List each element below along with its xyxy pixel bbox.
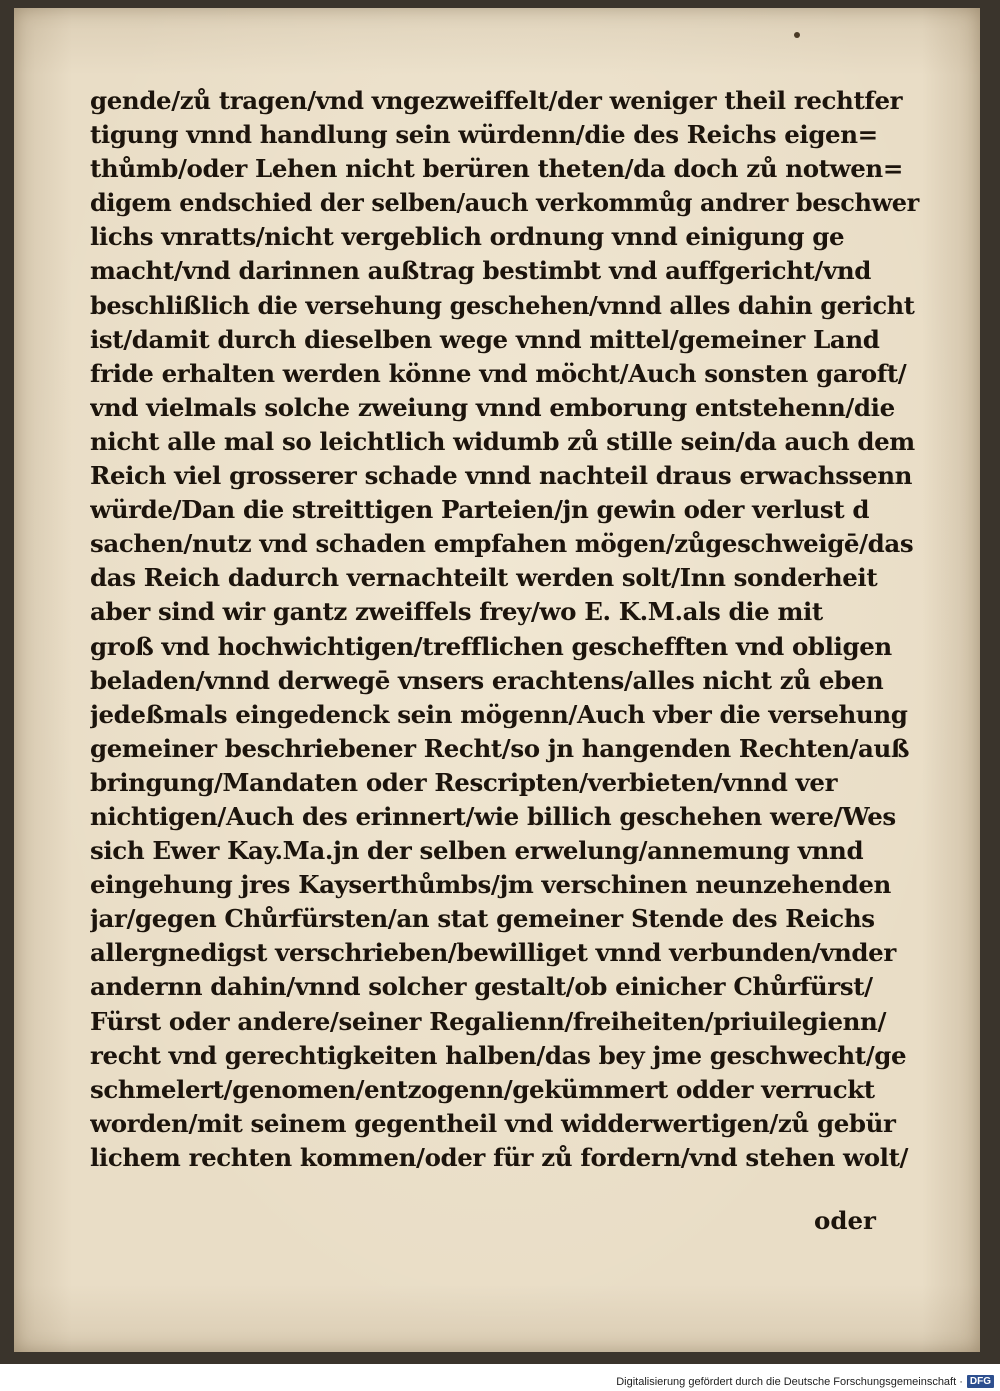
text-line: fride erhalten werden könne vnd möcht/Auch sonsten garoft/ bbox=[90, 358, 907, 388]
text-line: macht/vnd darinnen außtrag bestimbt vnd auffgericht/vnd bbox=[90, 256, 871, 286]
text-line: andernn dahin/vnnd solcher gestalt/ob einicher Chůrfürst/ bbox=[90, 972, 873, 1002]
text-line: vnd vielmals solche zweiung vnnd emborung entstehenn/die bbox=[90, 392, 895, 422]
text-line: sachen/nutz vnd schaden empfahen mögen/zůgeschweigē/das bbox=[90, 529, 914, 559]
text-line: ist/damit durch dieselben wege vnnd mittel/gemeiner Land bbox=[90, 324, 880, 354]
digitization-credit bbox=[616, 1375, 994, 1388]
text-line: recht vnd gerechtigkeiten halben/das bey jme geschwecht/ge bbox=[90, 1040, 907, 1070]
text-line: eingehung jres Kayserthůmbs/jm verschinen neunzehenden bbox=[90, 870, 891, 900]
text-line: groß vnd hochwichtigen/trefflichen geschefften vnd obligen bbox=[90, 631, 892, 661]
text-line: beschlißlich die versehung geschehen/vnnd alles dahin gericht bbox=[90, 290, 915, 320]
text-line: tigung vnnd handlung sein würdenn/die des Reichs eigen= bbox=[90, 120, 878, 150]
text-line: thůmb/oder Lehen nicht berüren theten/da doch zů notwen= bbox=[90, 154, 903, 184]
text-line: nicht alle mal so leichtlich widumb zů stille sein/da auch dem bbox=[90, 426, 915, 456]
text-line: digem endschied der selben/auch verkommůg andrer beschwer bbox=[90, 188, 919, 218]
text-line: bringung/Mandaten oder Rescripten/verbieten/vnnd ver bbox=[90, 767, 838, 797]
text-line: lichem rechten kommen/oder für zů fordern/vnd stehen wolt/ bbox=[90, 1142, 909, 1172]
text-line: gende/zů tragen/vnd vngezweiffelt/der weniger theil rechtfer bbox=[90, 86, 903, 115]
text-line: Reich viel grosserer schade vnnd nachteil draus erwachssenn bbox=[90, 461, 913, 491]
ink-speck bbox=[794, 32, 800, 38]
dfg-logo-icon: DFG bbox=[967, 1375, 994, 1388]
credit-text: Digitalisierung gefördert durch die Deutsche Forschungsgemeinschaft · bbox=[616, 1375, 963, 1388]
text-line: gemeiner beschriebener Recht/so jn hangenden Rechten/auß bbox=[90, 733, 910, 763]
text-line: aber sind wir gantz zweiffels frey/wo E. K.M.als die mit bbox=[90, 597, 823, 627]
text-line: nichtigen/Auch des erinnert/wie billich geschehen were/Wes bbox=[90, 801, 896, 831]
text-line: jar/gegen Chůrfürsten/an stat gemeiner Stende des Reichs bbox=[90, 904, 875, 934]
text-line: würde/Dan die streittigen Parteien/jn gewin oder verlust d bbox=[90, 495, 870, 525]
text-line: sich Ewer Kay.Ma.jn der selben erwelung/annemung vnnd bbox=[90, 836, 864, 866]
document-page bbox=[14, 8, 980, 1352]
text-line: das Reich dadurch vernachteilt werden solt/Inn sonderheit bbox=[90, 563, 878, 593]
catchword: oder bbox=[814, 1206, 876, 1235]
text-line: Fürst oder andere/seiner Regalienn/freiheiten/priuilegienn/ bbox=[90, 1006, 887, 1036]
body-text bbox=[90, 84, 920, 1175]
text-line: beladen/vnnd derwegē vnsers erachtens/alles nicht zů eben bbox=[90, 665, 884, 695]
text-line: jedeßmals eingedenck sein mögenn/Auch vber die versehung bbox=[90, 699, 908, 729]
text-line: worden/mit seinem gegentheil vnd widderwertigen/zů gebür bbox=[90, 1108, 896, 1138]
text-line: allergnedigst verschrieben/bewilliget vnnd verbunden/vnder bbox=[90, 938, 896, 968]
text-line: lichs vnratts/nicht vergeblich ordnung vnnd einigung ge bbox=[90, 222, 845, 252]
text-line: schmelert/genomen/entzogenn/gekümmert odder verruckt bbox=[90, 1074, 875, 1104]
